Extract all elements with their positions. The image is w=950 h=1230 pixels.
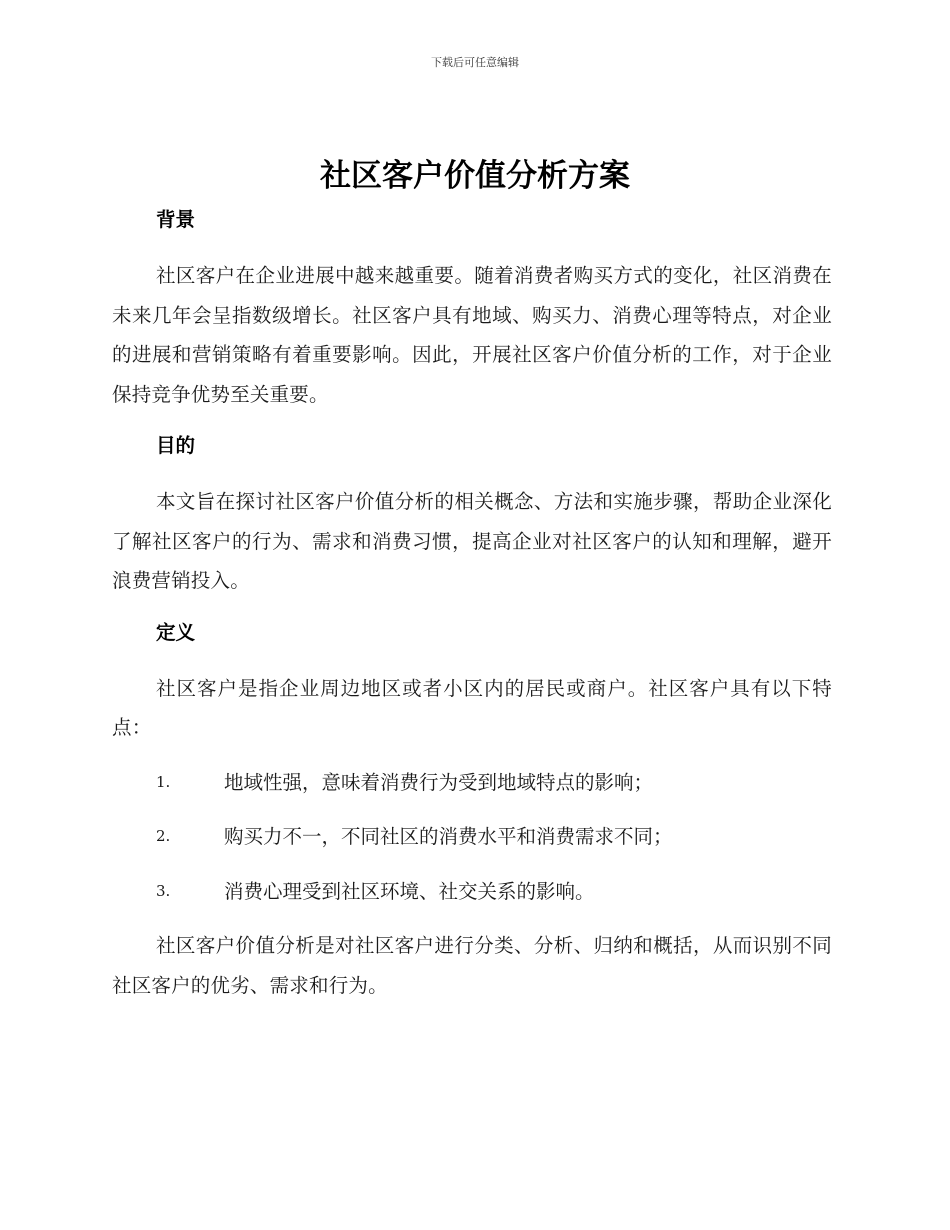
purpose-paragraph: 本文旨在探讨社区客户价值分析的相关概念、方法和实施步骤，帮助企业深化了解社区客户的行为、需求和消费习惯，提高企业对社区客户的认知和理解，避开浪费营销投入。 <box>112 490 832 592</box>
section-heading-purpose: 目的 <box>156 434 196 457</box>
list-item-text: 购买力不一，不同社区的消费水平和消费需求不同； <box>224 825 673 848</box>
list-item-text: 地域性强，意味着消费行为受到地域特点的影响； <box>224 770 654 794</box>
value-analysis-paragraph: 社区客户价值分析是对社区客户进行分类、分析、归纳和概括，从而识别不同社区客户的优劣、需求和行为。 <box>112 934 832 997</box>
section-heading-definition: 定义 <box>156 620 196 644</box>
document-body <box>112 203 832 1020</box>
list-item-number: 3. <box>156 881 171 900</box>
characteristics-list <box>112 763 832 912</box>
list-item <box>112 817 832 857</box>
definition-paragraph: 社区客户是指企业周边地区或者小区内的居民或商户。社区客户具有以下特点： <box>112 676 832 739</box>
list-item <box>112 763 832 803</box>
list-item-number: 2. <box>156 827 171 845</box>
background-paragraph: 社区客户在企业进展中越来越重要。随着消费者购买方式的变化，社区消费在未来几年会呈指数级增长。社区客户具有地域、购买力、消费心理等特点，对企业的进展和营销策略有着重要影响。因此，开展社区客户价值分析的工作，对于企业保持竞争优势至关重要。 <box>112 264 832 406</box>
section-heading-background: 背景 <box>156 208 196 231</box>
document-title: 社区客户价值分析方案 <box>320 158 630 194</box>
list-item <box>112 872 832 912</box>
list-item-text: 消费心理受到社区环境、社交关系的影响。 <box>224 879 595 903</box>
header-note: 下载后可任意编辑 <box>431 56 519 69</box>
list-item-number: 1. <box>156 772 171 791</box>
